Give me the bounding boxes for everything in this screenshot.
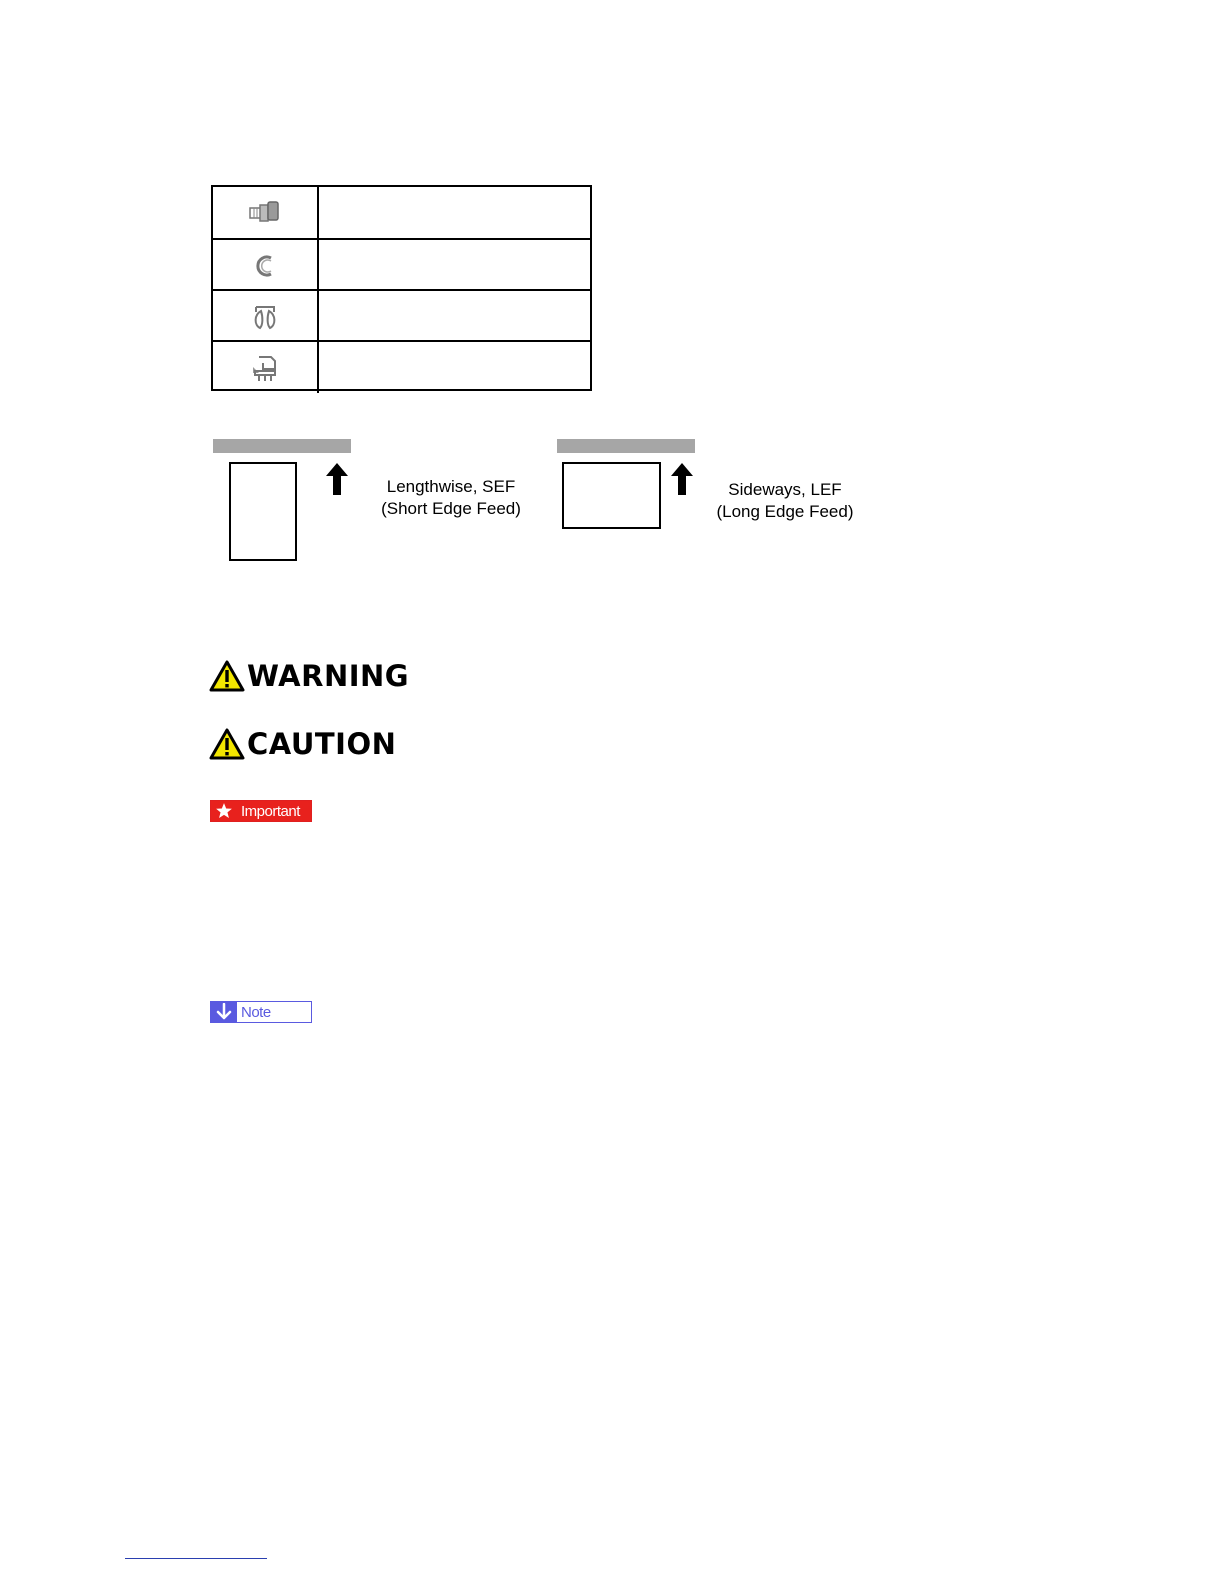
symbol-icon-cell [213, 342, 319, 393]
warning-label [209, 659, 409, 693]
symbol-description [319, 187, 590, 238]
clip-ring-icon [250, 303, 280, 331]
warning-triangle-icon [209, 660, 245, 692]
symbol-icon-cell [213, 291, 319, 342]
down-arrow-icon [211, 1002, 237, 1022]
lef-label [702, 479, 868, 523]
paper-lef [562, 462, 661, 529]
symbol-icon-cell [213, 187, 319, 238]
symbol-table [211, 185, 592, 391]
symbol-description [319, 291, 590, 342]
symbol-icon-cell [213, 240, 319, 291]
caution-label [209, 727, 396, 761]
symbol-row [213, 187, 590, 238]
warning-text: WARNING [247, 659, 410, 693]
note-badge [210, 1001, 312, 1023]
caution-text: CAUTION [247, 727, 397, 761]
lef-label-line2: (Long Edge Feed) [716, 502, 854, 521]
feed-arrow-icon [325, 462, 349, 496]
caution-triangle-icon [209, 728, 245, 760]
paper-sef [229, 462, 297, 561]
feed-roller-bar [213, 439, 351, 453]
footer-rule [125, 1558, 267, 1559]
important-text: Important [237, 801, 311, 821]
symbol-row [213, 289, 590, 342]
sef-label-line2: (Short Edge Feed) [381, 499, 521, 518]
symbol-description [319, 342, 590, 393]
e-ring-icon [253, 253, 277, 279]
note-text: Note [237, 1002, 311, 1022]
feed-roller-bar [557, 439, 695, 453]
star-icon [211, 801, 237, 821]
symbol-row [213, 238, 590, 291]
connector-icon [249, 353, 281, 383]
sef-label-line1: Lengthwise, SEF [386, 477, 516, 496]
symbol-row [213, 340, 590, 393]
lef-label-line1: Sideways, LEF [728, 480, 842, 499]
feed-arrow-icon [670, 462, 694, 496]
important-badge [210, 800, 312, 822]
sef-label [366, 476, 536, 520]
symbol-description [319, 240, 590, 291]
screw-icon [248, 200, 282, 226]
